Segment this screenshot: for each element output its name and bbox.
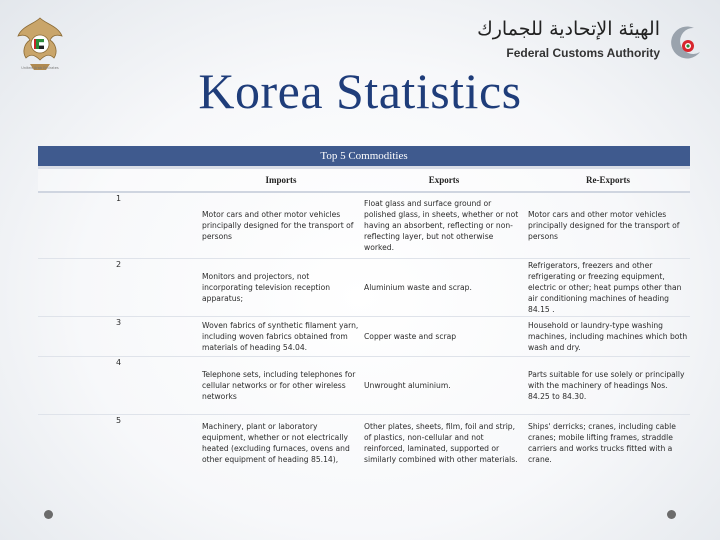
- table-row: [38, 356, 690, 414]
- row-reexports: Parts suitable for use solely or principally with the machinery of headings Nos. 84.25 to 84.30.: [526, 356, 690, 414]
- row-rank: 3: [38, 316, 200, 356]
- emblem-caption: United Arab Emirates: [21, 66, 59, 70]
- row-exports: Unwrought aluminium.: [362, 356, 526, 414]
- logo-arabic-text: الهيئة الإتحادية للجمارك: [477, 18, 660, 40]
- row-reexports: Motor cars and other motor vehicles principally designed for the transport of persons: [526, 192, 690, 258]
- row-reexports: Household or laundry-type washing machines, including machines which both wash and dry.: [526, 316, 690, 356]
- row-imports: Monitors and projectors, not incorporating television reception apparatus;: [200, 258, 362, 316]
- row-exports: Float glass and surface ground or polished glass, in sheets, whether or not having an absorbent, reflecting or non-reflecting layer, but not otherwise worked.: [362, 192, 526, 258]
- column-header-reexports: Re-Exports: [526, 169, 690, 192]
- row-imports: Motor cars and other motor vehicles principally designed for the transport of persons: [200, 192, 362, 258]
- commodities-grid: [38, 169, 690, 472]
- column-header-imports: Imports: [200, 169, 362, 192]
- row-exports: Aluminium waste and scrap.: [362, 258, 526, 316]
- row-rank: 2: [38, 258, 200, 316]
- row-reexports: Refrigerators, freezers and other refrigerating or freezing equipment, electric or other; heat pumps other than air conditioning machines of heading 84.15 .: [526, 258, 690, 316]
- row-rank: 1: [38, 192, 200, 258]
- table-row: [38, 258, 690, 316]
- table-row: [38, 192, 690, 258]
- row-imports: Telephone sets, including telephones for cellular networks or for other wireless networks: [200, 356, 362, 414]
- row-rank: 4: [38, 356, 200, 414]
- bullet-dot-left: [44, 510, 53, 519]
- row-reexports: Ships' derricks; cranes, including cable cranes; mobile lifting frames, straddle carriers and works trucks fitted with a crane.: [526, 414, 690, 472]
- table-row: [38, 414, 690, 472]
- row-exports: Copper waste and scrap: [362, 316, 526, 356]
- bullet-dot-right: [667, 510, 676, 519]
- row-imports: Woven fabrics of synthetic filament yarn, including woven fabrics obtained from materials of heading 54.04.: [200, 316, 362, 356]
- page-title: Korea Statistics: [198, 63, 522, 119]
- row-exports: Other plates, sheets, film, foil and strip, of plastics, non-cellular and not reinforced, laminated, supported or similarly combined with other materials.: [362, 414, 526, 472]
- column-header-row: [38, 169, 690, 192]
- row-imports: Machinery, plant or laboratory equipment, whether or not electrically heated (excluding furnaces, ovens and other equipment of heading 85.14),: [200, 414, 362, 472]
- table-heading: Top 5 Commodities: [38, 146, 690, 166]
- logo-english-text: Federal Customs Authority: [506, 46, 660, 60]
- commodities-table: [38, 146, 690, 472]
- row-rank: 5: [38, 414, 200, 472]
- customs-crescent-icon: [664, 24, 704, 64]
- table-row: [38, 316, 690, 356]
- column-header-rank: [38, 169, 200, 192]
- column-header-exports: Exports: [362, 169, 526, 192]
